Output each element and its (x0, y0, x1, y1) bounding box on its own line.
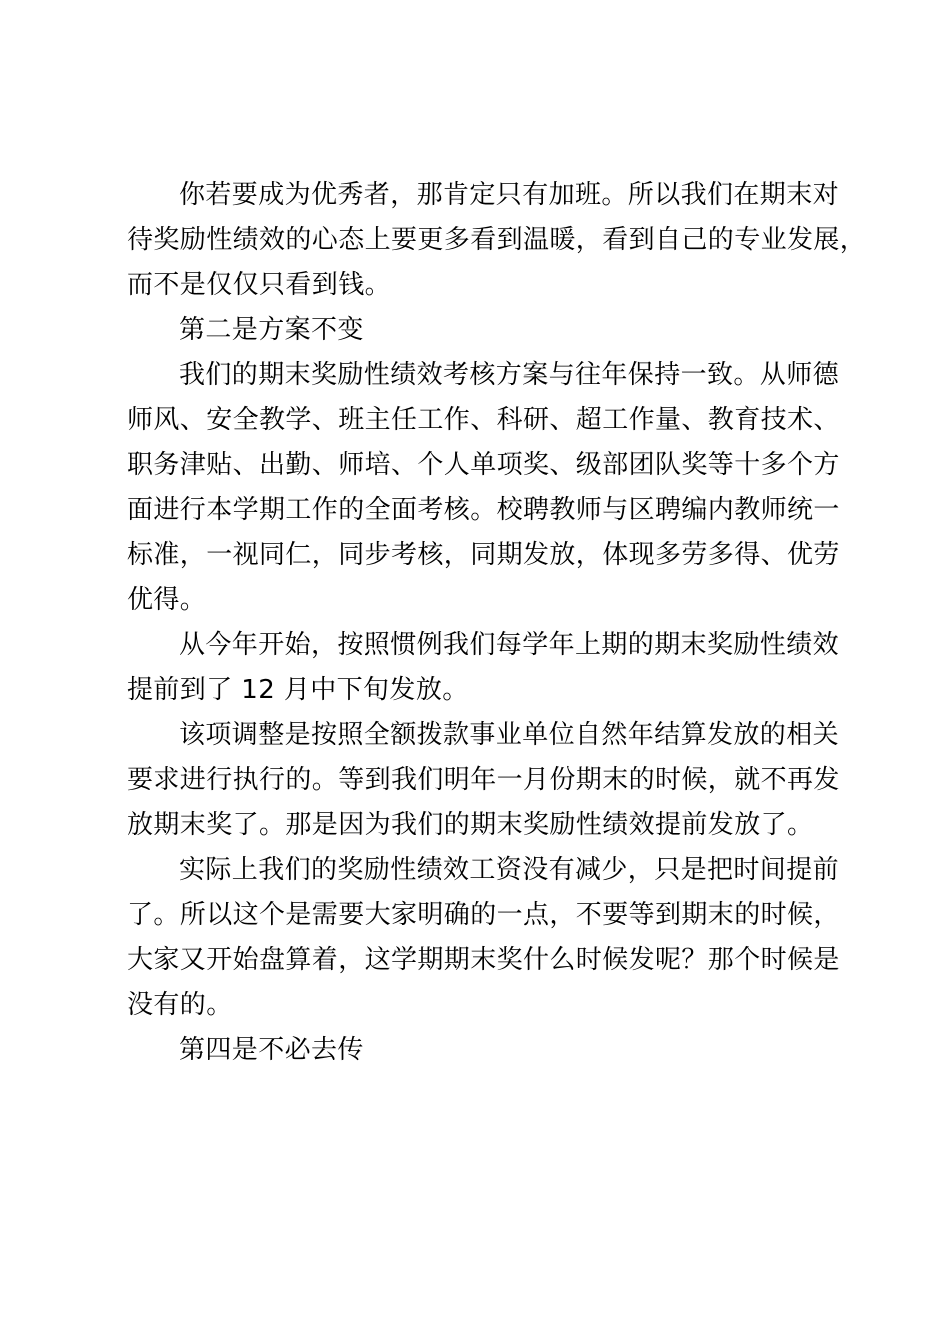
text-line: 提前到了 12 月中下旬发放。 (127, 675, 469, 705)
text-line: 面进行本学期工作的全面考核。校聘教师与区聘编内教师统一 (127, 495, 840, 525)
text-line: 职务津贴、出勤、师培、个人单项奖、级部团队奖等十多个方 (127, 450, 840, 480)
text-line: 从今年开始，按照惯例我们每学年上期的期末奖励性绩效 (179, 630, 840, 660)
text-line: 大家又开始盘算着，这学期期末奖什么时候发呢？那个时候是 (127, 945, 840, 975)
paragraph-5 (127, 713, 840, 848)
text-line: 放期末奖了。那是因为我们的期末奖励性绩效提前发放了。 (127, 810, 814, 840)
text-line: 你若要成为优秀者，那肯定只有加班。所以我们在期末对 (179, 180, 840, 210)
text-line: 待奖励性绩效的心态上要更多看到温暖，看到自己的专业发展， (127, 225, 867, 255)
paragraph-6 (127, 848, 840, 1028)
section-heading-second (127, 308, 837, 353)
text-line: 标准，一视同仁，同步考核，同期发放，体现多劳多得、优劳 (127, 540, 840, 570)
text-line: 该项调整是按照全额拨款事业单位自然年结算发放的相关 (179, 720, 840, 750)
text-line: 第四是不必去传 (179, 1035, 364, 1065)
paragraph-4 (127, 623, 840, 713)
paragraph-3 (127, 353, 840, 623)
text-line: 而不是仅仅只看到钱。 (127, 270, 392, 300)
section-heading-fourth (127, 1028, 837, 1073)
text-line: 要求进行执行的。等到我们明年一月份期末的时候，就不再发 (127, 765, 840, 795)
text-line: 师风、安全教学、班主任工作、科研、超工作量、教育技术、 (127, 405, 840, 435)
text-line: 第二是方案不变 (179, 315, 364, 345)
text-line: 了。所以这个是需要大家明确的一点，不要等到期末的时候， (127, 900, 840, 930)
document-body (127, 173, 867, 1073)
text-line: 优得。 (127, 585, 207, 615)
paragraph-1 (127, 173, 867, 308)
text-line: 没有的。 (127, 990, 233, 1020)
text-line: 实际上我们的奖励性绩效工资没有减少，只是把时间提前 (179, 855, 840, 885)
text-line: 我们的期末奖励性绩效考核方案与往年保持一致。从师德 (179, 360, 840, 390)
